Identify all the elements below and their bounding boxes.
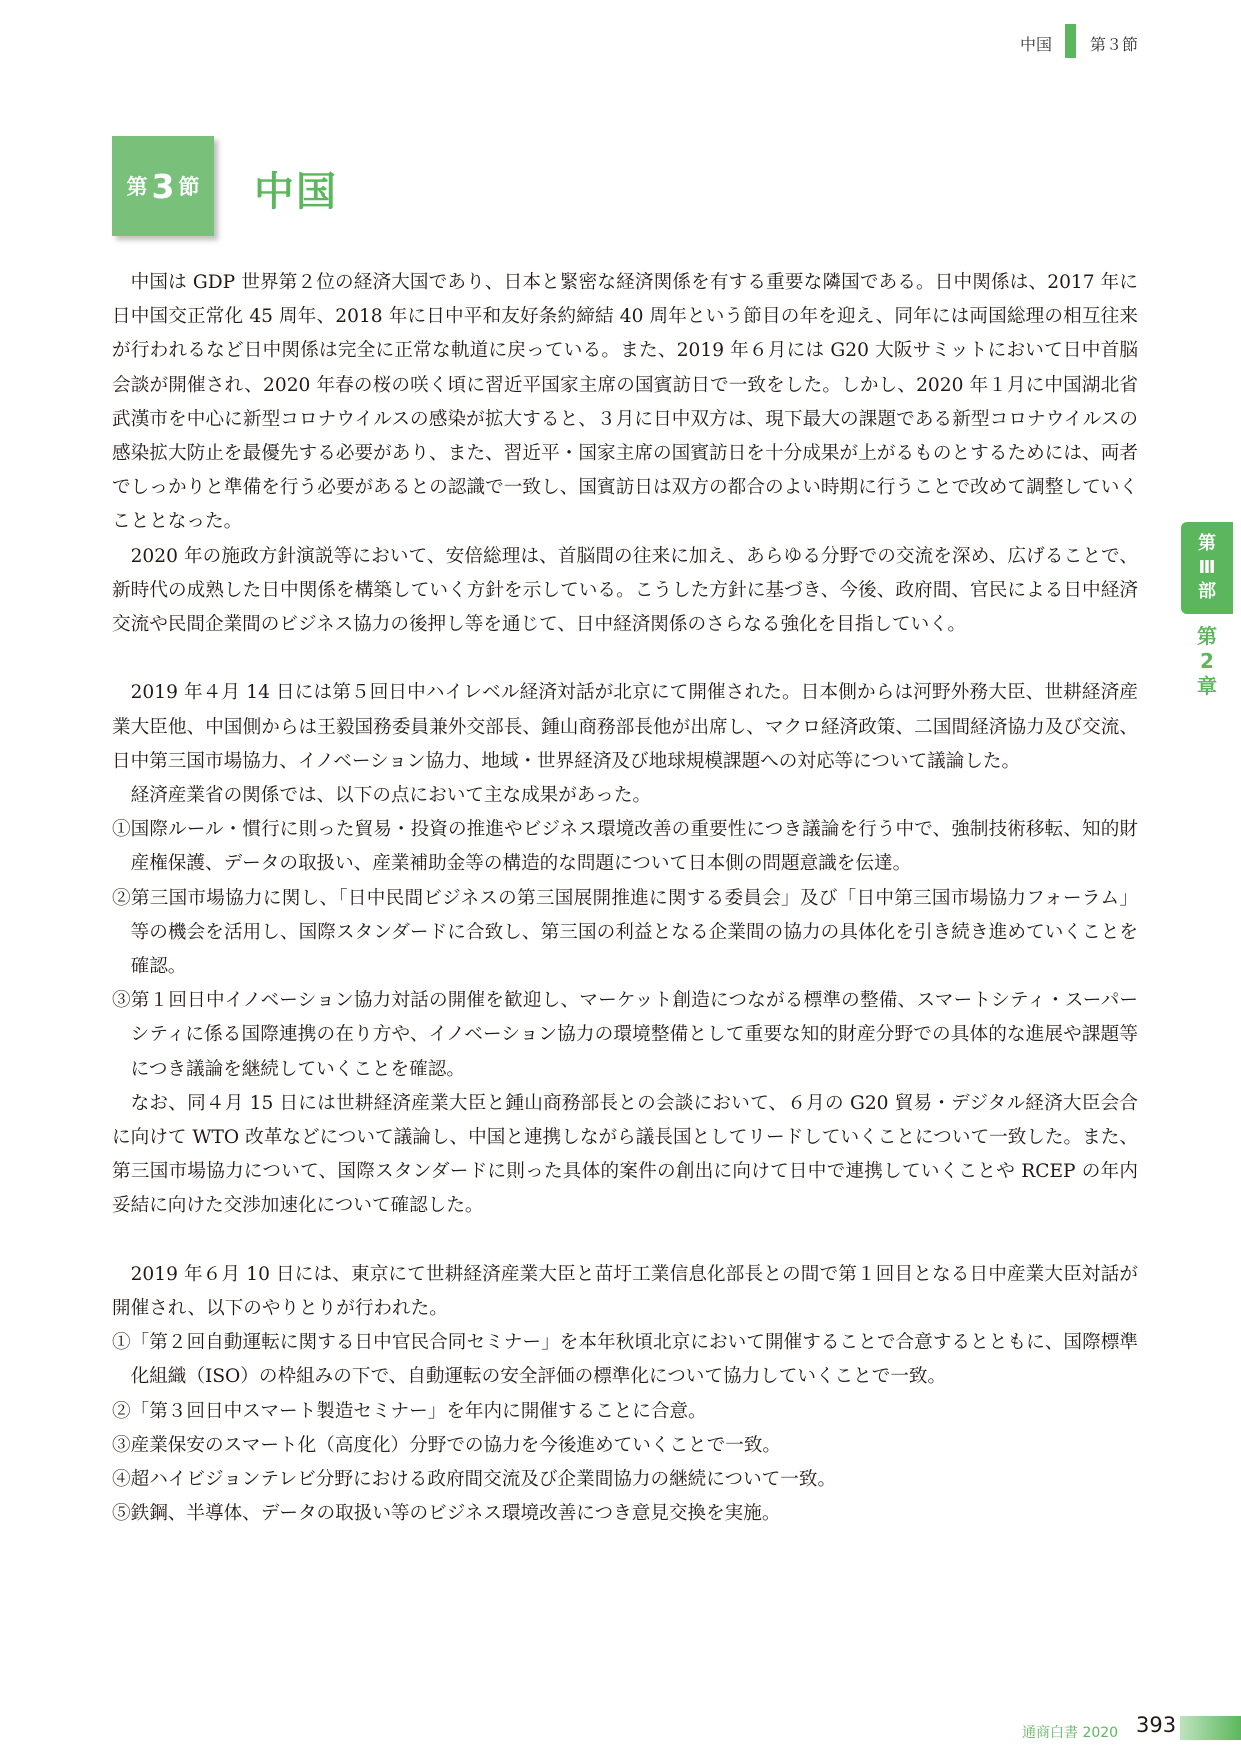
part-tab-line: 第	[1198, 533, 1216, 554]
paragraph: 2019 年４月 14 日には第５回日中ハイレベル経済対話が北京にて開催された。日本側からは河野外務大臣、世耕経済産業大臣他、中国側からは王毅国務委員兼外交部長、鍾山商務部長他が出席し、マクロ経済政策、二国間経済協力及び交流、日中第三国市場協力、イノベーション協力、地域・世界経済及び地球規模課題への対応等について議論した。	[112, 682, 1138, 772]
list-item: ②「第３回日中スマート製造セミナー」を年内に開催することに合意。	[112, 1400, 707, 1422]
body-text	[112, 266, 1138, 1531]
running-header	[990, 24, 1170, 58]
list-item: ③産業保安のスマート化（高度化）分野での協力を今後進めていくことで一致。	[112, 1434, 782, 1456]
part-tab	[1181, 522, 1233, 614]
footer-publication: 通商白書 2020	[1022, 1725, 1119, 1741]
section-number-box	[112, 136, 214, 236]
section-suffix: 節	[178, 175, 200, 199]
chapter-tab-line: 章	[1197, 674, 1217, 698]
list-item: ⑤鉄鋼、半導体、データの取扱い等のビジネス環境改善につき意見交換を実施。	[112, 1503, 781, 1525]
list-item: ①国際ルール・慣行に則った貿易・投資の推進やビジネス環境改善の重要性につき議論を行う中で、強制技術移転、知的財産権保護、データの取扱い、産業補助金等の構造的な問題について日本側の問題意識を伝達。	[112, 819, 1138, 875]
paragraph-spacer	[112, 642, 1138, 676]
paragraph: 中国は GDP 世界第２位の経済大国であり、日本と緊密な経済関係を有する重要な隣国である。日中関係は、2017 年に日中国交正常化 45 周年、2018 年に日中平和友好条約締結 40 周年という節目の年を迎え、同年には両国総理の相互往来が行われるなど日中関係は完全に正常な軌道に戻っている。また、2019 年６月には G20 大阪サミットにおいて日中首脳会談が開催され、2020 年春の桜の咲く頃に習近平国家主席の国賓訪日で一致をした。しかし、2020 年１月に中国湖北省武漢市を中心に新型コロナウイルスの感染が拡大すると、３月に日中双方は、現下最大の課題である新型コロナウイルスの感染拡大防止を最優先する必要があり、また、習近平・国家主席の国賓訪日を十分成果が上がるものとするためには、両者でしっかりと準備を行う必要があるとの認識で一致し、国賓訪日は双方の都合のよい時期に行うことで改めて調整していくこととなった。	[112, 272, 1138, 533]
header-section-label: 第３節	[1090, 35, 1139, 54]
footer-accent-bar	[1180, 1716, 1241, 1740]
section-title: 中国	[254, 169, 338, 215]
paragraph: 2020 年の施政方針演説等において、安倍総理は、首脳間の往来に加え、あらゆる分野での交流を深め、広げることで、新時代の成熟した日中関係を構築していく方針を示している。こうした方針に基づき、今後、政府間、官民による日中経済交流や民間企業間のビジネス協力の後押し等を通じて、日中経済関係のさらなる強化を目指していく。	[112, 545, 1138, 636]
part-tab-line: 部	[1198, 581, 1216, 602]
chapter-tab	[1181, 624, 1233, 699]
part-tab-line: Ⅲ	[1198, 557, 1216, 578]
paragraph: 経済産業省の関係では、以下の点において主な成果があった。	[130, 785, 652, 807]
section-number: 3	[151, 166, 175, 206]
list-item: ①「第２回自動運転に関する日中官民合同セミナー」を本年秋頃北京において開催することで合意するとともに、国際標準化組織（ISO）の枠組みの下で、自動運転の安全評価の標準化について協力していくことで一致。	[112, 1332, 1138, 1388]
header-chapter-label: 中国	[1019, 35, 1052, 54]
page-number: 393	[1136, 1713, 1177, 1737]
chapter-tab-line: 第	[1197, 624, 1217, 648]
paragraph: なお、同４月 15 日には世耕経済産業大臣と鍾山商務部長との会談において、６月の G20 貿易・デジタル経済大臣会合に向けて WTO 改革などについて議論し、中国と連携しながら議長国としてリードしていくことについて一致した。また、第三国市場協力について、国際スタンダードに則った具体的案件の創出に向けて日中で連携していくことや RCEP の年内妥結に向けた交渉加速化について確認した。	[112, 1092, 1138, 1217]
chapter-tab-line: 2	[1200, 649, 1214, 673]
list-item: ④超ハイビジョンテレビ分野における政府間交流及び企業間協力の継続について一致。	[112, 1469, 837, 1491]
list-item: ②第三国市場協力に関し、「日中民間ビジネスの第三国展開推進に関する委員会」及び「日中第三国市場協力フォーラム」等の機会を活用し、国際スタンダードに合致し、第三国の利益となる企業間の協力の具体化を引き続き進めていくことを確認。	[112, 887, 1138, 978]
section-prefix: 第	[126, 175, 148, 199]
paragraph: 2019 年６月 10 日には、東京にて世耕経済産業大臣と苗圩工業信息化部長との間で第１回目となる日中産業大臣対話が開催され、以下のやりとりが行われた。	[112, 1263, 1138, 1320]
paragraph-spacer	[112, 1224, 1138, 1258]
list-item: ③第１回日中イノベーション協力対話の開催を歓迎し、マーケット創造につながる標準の整備、スマートシティ・スーパーシティに係る国際連携の在り方や、イノベーション協力の環境整備として重要な知的財産分野での具体的な進展や課題等につき議論を継続していくことを確認。	[112, 990, 1138, 1080]
header-accent-bar	[1065, 24, 1076, 58]
